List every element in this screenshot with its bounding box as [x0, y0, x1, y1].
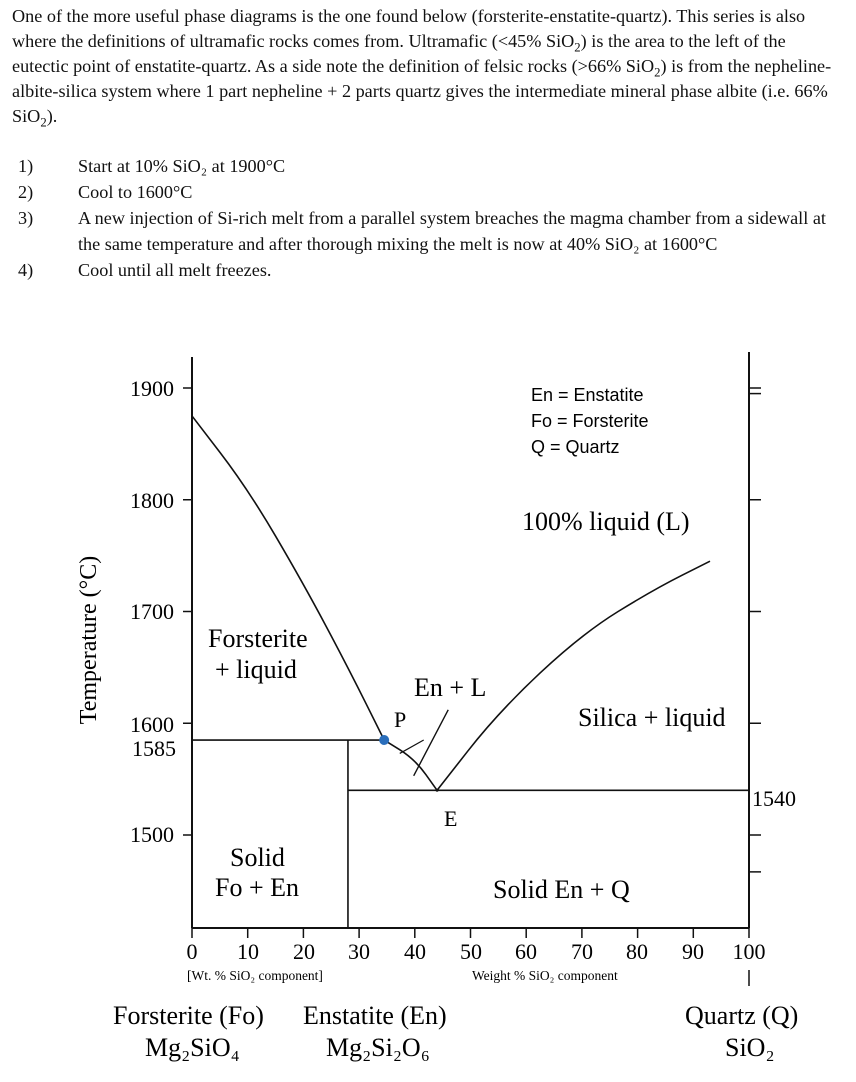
endmember-forsterite-label: Forsterite (Fo): [113, 1001, 264, 1030]
point-label-peritectic: P: [394, 707, 407, 732]
x-tick-label: 90: [682, 939, 704, 964]
field-label-solid-en-q: Solid En + Q: [493, 875, 630, 904]
step-text: Cool to 1600°C: [78, 182, 193, 202]
y-axis-title: Temperature (°C): [76, 555, 102, 725]
x-axis-title: Weight % SiO₂ component: [472, 968, 618, 983]
forsterite-liquidus: [192, 416, 384, 740]
legend-entry: En = Enstatite: [531, 385, 644, 405]
legend-entry: Q = Quartz: [531, 437, 620, 457]
x-tick-label: 60: [515, 939, 537, 964]
intro-text-2: ) is the area to the left of the eutectic point of enstatite-quartz. As a side note the definition of felsic rocks (>66% SiO: [12, 31, 786, 76]
intro-text-3: ) is from the nepheline-albite-silica system where 1 part nepheline + 2 parts quartz gives the intermediate mineral phase albite (i.e. 66% SiO: [12, 56, 832, 126]
y-tick-label-right: 1540: [752, 786, 796, 811]
step-number: 1): [18, 156, 34, 176]
intro-sub-3: 2: [40, 115, 47, 130]
x-tick-label: 40: [404, 939, 426, 964]
intro-text-1: One of the more useful phase diagrams is the one found below (forsterite-enstatite-quartz). This series is also where the definitions of ultramafic rocks comes from. Ultramafic (<45% SiO: [12, 6, 806, 51]
x-tick-label: 50: [460, 939, 482, 964]
peritectic-point: [379, 735, 389, 745]
step-number: 2): [18, 182, 34, 202]
y-tick-labels: [130, 376, 796, 847]
y-tick-label: 1700: [130, 599, 174, 624]
endmember-labels: [113, 1001, 798, 1062]
field-label-solid-fo-en: Solid: [230, 843, 285, 872]
field-label-forsterite-liquid: Forsterite: [208, 624, 308, 653]
x-tick-label: 100: [732, 939, 766, 964]
endmember-enstatite-label: Enstatite (En): [303, 1001, 447, 1030]
step-number: 4): [18, 260, 34, 280]
x-tick-labels: [187, 939, 766, 964]
endmember-quartz-formula: SiO₂: [725, 1033, 775, 1062]
endmember-enstatite-formula: Mg₂Si₂O₆: [326, 1033, 430, 1062]
endmember-quartz-label: Quartz (Q): [685, 1001, 799, 1030]
y-tick-label: 1900: [130, 376, 174, 401]
x-tick-label: 0: [186, 939, 198, 964]
x-tick-label: 80: [626, 939, 648, 964]
x-tick-label: 10: [237, 939, 259, 964]
x-tick-label: 70: [571, 939, 593, 964]
step-text: Cool until all melt freezes.: [78, 260, 272, 280]
eutectic-point: [436, 789, 439, 792]
field-label-silica-liquid: Silica + liquid: [578, 703, 726, 732]
intro-text-4: ).: [46, 106, 58, 126]
y-tick-label: 1600: [130, 712, 174, 737]
intro-sub-1: 2: [574, 40, 581, 55]
field-label-enstatite-liquid: En + L: [414, 673, 487, 702]
step-text: Start at 10% SiO₂ at 1900°C: [78, 156, 286, 176]
step-text: A new injection of Si-rich melt from a parallel system breaches the magma chamber from a sidewall at the same temperature and after thorough mixing the melt is now at 40% SiO₂ at 1600°C: [78, 208, 826, 254]
intro-sub-2: 2: [654, 65, 661, 80]
y-tick-label: 1800: [130, 488, 174, 513]
field-label-solid-fo-en: Fo + En: [215, 873, 300, 902]
legend-entry: Fo = Forsterite: [531, 411, 649, 431]
endmember-forsterite-formula: Mg₂SiO₄: [145, 1033, 240, 1062]
field-labels: [208, 507, 726, 904]
step-number: 3): [18, 208, 34, 228]
y-tick-label: 1585: [132, 736, 176, 761]
point-label-eutectic: E: [444, 806, 458, 831]
y-tick-label: 1500: [130, 822, 174, 847]
x-tick-label: 20: [293, 939, 315, 964]
field-label-forsterite-liquid: + liquid: [215, 655, 297, 684]
field-label-liquid: 100% liquid (L): [522, 507, 690, 536]
en-liquid-tie: [400, 740, 424, 753]
x-tick-label: 30: [348, 939, 370, 964]
x-axis-title-left: [Wt. % SiO₂ component]: [187, 968, 323, 983]
legend: [531, 385, 649, 457]
